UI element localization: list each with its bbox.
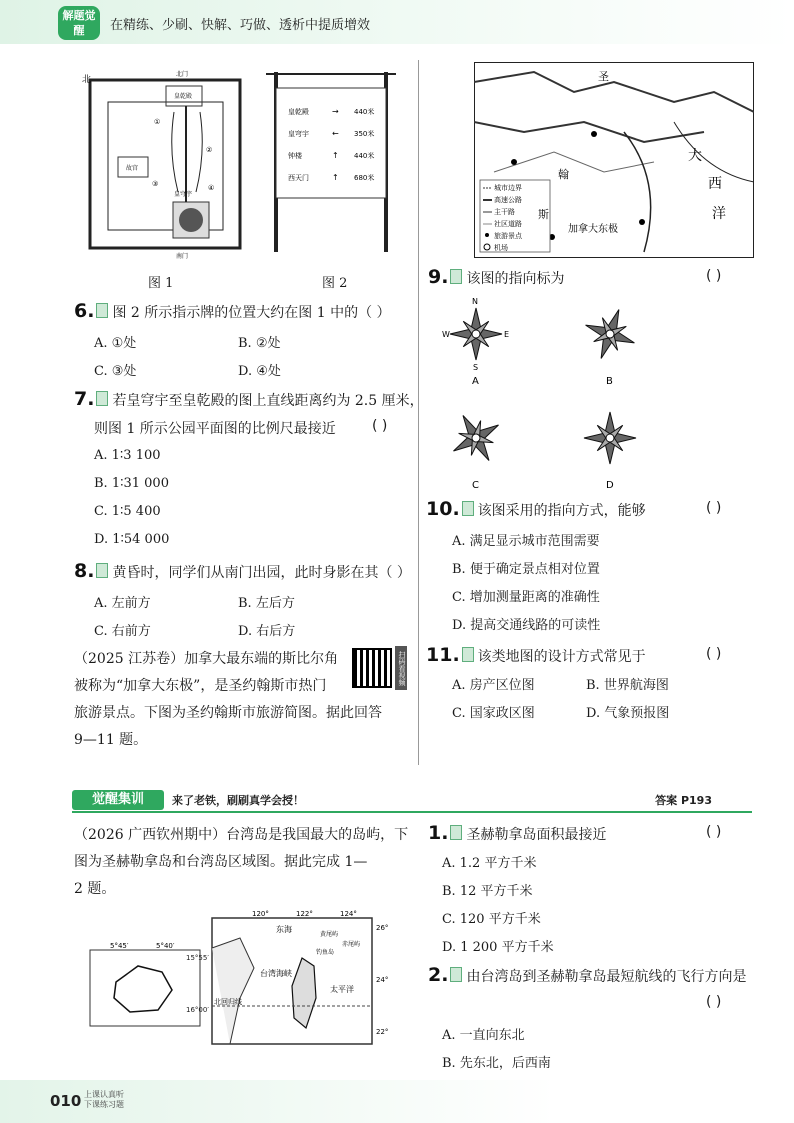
coord-label: 26° bbox=[376, 924, 389, 932]
sign-distance: 440米 bbox=[354, 108, 375, 116]
answer-paren: ( ) bbox=[372, 418, 388, 434]
option[interactable]: D. 1∶54 000 bbox=[94, 532, 170, 547]
compass-rose-b[interactable] bbox=[574, 296, 654, 388]
option[interactable]: B. 左后方 bbox=[238, 596, 295, 611]
question-8 bbox=[74, 560, 411, 582]
passage-line: （2026 广西钦州期中）台湾岛是我国最大的岛屿，下 bbox=[74, 827, 409, 843]
map-label: 台湾海峡 bbox=[260, 969, 292, 978]
option[interactable]: A. 满足显示城市范围需要 bbox=[452, 534, 600, 549]
qr-tag: 扫码看视频 bbox=[395, 646, 407, 690]
banner-tag: 觉醒集训 bbox=[72, 790, 164, 810]
option[interactable]: A. 左前方 bbox=[94, 596, 151, 611]
st-helena-map bbox=[88, 938, 204, 1030]
compass-label: D bbox=[606, 480, 614, 491]
header-slogan: 在精练、少刷、快解、巧做、透析中提质增效 bbox=[110, 18, 371, 33]
option[interactable]: A. ①处 bbox=[94, 336, 137, 351]
map-label: 西 bbox=[708, 176, 722, 192]
question-number: 6. bbox=[74, 300, 95, 322]
option[interactable]: B. 便于确定景点相对位置 bbox=[452, 562, 600, 577]
sign-name: 皇穹宇 bbox=[288, 130, 309, 138]
coord-label: 24° bbox=[376, 976, 389, 984]
map-label: 斯 bbox=[538, 208, 549, 221]
question-11 bbox=[426, 644, 646, 666]
question-number: 8. bbox=[74, 560, 95, 582]
sign-distance: 440米 bbox=[354, 152, 375, 160]
note-icon bbox=[462, 501, 474, 516]
compass-rose-d[interactable] bbox=[574, 400, 654, 492]
fig1-label: 皇乾殿 bbox=[174, 93, 193, 100]
coord-label: 5°40′ bbox=[156, 942, 175, 950]
option[interactable]: A. 1.2 平方千米 bbox=[442, 856, 537, 871]
fig1-label: 故宫 bbox=[126, 165, 139, 172]
note-icon bbox=[96, 563, 108, 578]
compass-rose-a[interactable] bbox=[440, 296, 520, 388]
map-label: 北回归线 bbox=[214, 998, 242, 1006]
coord-label: 120° bbox=[252, 910, 269, 918]
fig1-label: 皇穹宇 bbox=[174, 191, 193, 198]
question-text: 图 2 所示指示牌的位置大约在图 1 中的（ ） bbox=[112, 305, 391, 321]
compass-label: A bbox=[472, 376, 479, 387]
footer-motto-line: 下课练习题 bbox=[84, 1100, 124, 1109]
sign-arrow: ↑ bbox=[332, 173, 339, 182]
footer-motto bbox=[84, 1090, 124, 1110]
coord-label: 124° bbox=[340, 910, 357, 918]
sign-distance: 350米 bbox=[354, 130, 375, 138]
passage-line: 旅游景点。下图为圣约翰斯市旅游简图。据此回答 bbox=[74, 705, 382, 721]
compass-rose-c[interactable] bbox=[440, 400, 520, 492]
map-label: 赤尾屿 bbox=[342, 941, 361, 948]
option[interactable]: B. 世界航海图 bbox=[586, 678, 669, 693]
option[interactable]: C. 120 平方千米 bbox=[442, 912, 541, 927]
answer-page-link[interactable]: 答案 P193 bbox=[655, 794, 712, 807]
question-10 bbox=[426, 498, 646, 520]
question-number: 11. bbox=[426, 644, 460, 666]
sign-arrow: → bbox=[332, 107, 339, 116]
passage-1-2 bbox=[74, 822, 414, 903]
map-label: 翰 bbox=[558, 168, 569, 181]
compass-dir: W bbox=[442, 330, 450, 339]
map-label: 洋 bbox=[712, 206, 726, 222]
option[interactable]: D. ④处 bbox=[238, 364, 281, 379]
sign-distance: 680米 bbox=[354, 174, 375, 182]
passage-line: 2 题。 bbox=[74, 881, 116, 897]
map-label: 大 bbox=[688, 148, 702, 164]
coord-label: 122° bbox=[296, 910, 313, 918]
legend-item: 社区道路 bbox=[494, 220, 522, 228]
passage-9-11 bbox=[74, 646, 354, 700]
question-text: 由台湾岛到圣赫勒拿岛最短航线的飞行方向是 bbox=[466, 969, 747, 985]
question-number: 7. bbox=[74, 388, 95, 410]
coord-label: 16°00′ bbox=[186, 1006, 209, 1014]
option[interactable]: C. ③处 bbox=[94, 364, 137, 379]
note-icon bbox=[96, 303, 108, 318]
legend-item: 旅游景点 bbox=[494, 232, 522, 240]
map-label: 圣 bbox=[598, 70, 609, 83]
answer-paren: ( ) bbox=[706, 994, 722, 1010]
sign-arrow: ← bbox=[332, 129, 339, 138]
map-label: 黄尾屿 bbox=[320, 931, 339, 938]
coord-label: 15°55′ bbox=[186, 954, 209, 962]
option[interactable]: D. 提高交通线路的可读性 bbox=[452, 618, 601, 633]
compass-dir: E bbox=[504, 330, 510, 339]
question-text: 该类地图的设计方式常见于 bbox=[477, 649, 646, 665]
question-9 bbox=[428, 266, 564, 288]
question-number: 10. bbox=[426, 498, 460, 520]
question-6 bbox=[74, 300, 391, 322]
question-7 bbox=[74, 388, 424, 410]
fig1-label: 北门 bbox=[176, 71, 189, 78]
passage-line: 被称为“加拿大东极”，是圣约翰斯市热门 bbox=[74, 678, 327, 694]
question-text: 该图的指向标为 bbox=[466, 271, 565, 287]
map-label: 加拿大东极 bbox=[568, 224, 618, 235]
coord-label: 22° bbox=[376, 1028, 389, 1036]
answer-paren: ( ) bbox=[706, 268, 722, 284]
fig1-marker: ③ bbox=[152, 180, 159, 188]
fig1-label: 南门 bbox=[176, 253, 189, 260]
figure-2-caption: 图 2 bbox=[322, 276, 348, 291]
option[interactable]: B. 先东北，后西南 bbox=[442, 1056, 551, 1071]
question-text: 圣赫勒拿岛面积最接近 bbox=[466, 827, 607, 843]
note-icon bbox=[96, 391, 108, 406]
north-label: 北 bbox=[82, 75, 92, 85]
map-label: 太平洋 bbox=[330, 985, 354, 994]
figure-1-caption: 图 1 bbox=[148, 276, 174, 291]
option[interactable]: D. 1 200 平方千米 bbox=[442, 940, 554, 955]
banner-text: 来了老铁，刷刷真学会授！ bbox=[172, 794, 304, 807]
sign-name: 钟楼 bbox=[288, 152, 302, 160]
city-tourism-map bbox=[474, 62, 754, 258]
qr-code[interactable] bbox=[352, 648, 392, 688]
legend-item: 机场 bbox=[494, 244, 508, 252]
column-divider bbox=[418, 60, 419, 765]
option[interactable]: B. 1∶31 000 bbox=[94, 476, 169, 491]
figure-2-signpost bbox=[266, 62, 416, 262]
legend-item: 高速公路 bbox=[494, 196, 522, 204]
note-icon bbox=[450, 825, 462, 840]
section-banner bbox=[72, 787, 752, 813]
fig1-marker: ② bbox=[206, 146, 213, 154]
passage-line: 图为圣赫勒拿岛和台湾岛区域图。据此完成 1— bbox=[74, 854, 368, 870]
question-number: 2. bbox=[428, 964, 449, 986]
fig1-marker: ④ bbox=[208, 184, 215, 192]
question-2 bbox=[428, 964, 746, 986]
passage-9-11-tail bbox=[74, 700, 414, 754]
option[interactable]: C. 右前方 bbox=[94, 624, 151, 639]
option[interactable]: A. 房产区位图 bbox=[452, 678, 535, 693]
compass-dir: N bbox=[472, 297, 478, 306]
sign-name: 皇乾殿 bbox=[288, 108, 309, 116]
sign-name: 西天门 bbox=[288, 174, 309, 182]
coord-label: 5°45′ bbox=[110, 942, 129, 950]
sign-arrow: ↑ bbox=[332, 151, 339, 160]
question-number: 9. bbox=[428, 266, 449, 288]
compass-label: C bbox=[472, 480, 479, 491]
taiwan-region-map bbox=[210, 908, 410, 1048]
footer-motto-line: 上课认真听 bbox=[84, 1090, 124, 1099]
passage-line: 9—11 题。 bbox=[74, 732, 148, 748]
answer-paren: ( ) bbox=[706, 646, 722, 662]
question-text: 若皇穹宇至皇乾殿的图上直线距离约为 2.5 厘米， bbox=[112, 393, 424, 409]
question-text-line2: 则图 1 所示公园平面图的比例尺最接近 bbox=[94, 421, 336, 437]
option[interactable]: D. 右后方 bbox=[238, 624, 296, 639]
brand-badge: 解题觉醒 bbox=[58, 6, 100, 40]
option[interactable]: B. 12 平方千米 bbox=[442, 884, 533, 899]
figure-1-park-map bbox=[78, 62, 258, 262]
legend-item: 城市边界 bbox=[494, 184, 522, 192]
option[interactable]: A. 一直向东北 bbox=[442, 1028, 525, 1043]
option[interactable]: A. 1∶3 100 bbox=[94, 448, 161, 463]
note-icon bbox=[462, 647, 474, 662]
compass-dir: S bbox=[473, 363, 479, 372]
option[interactable]: D. 气象预报图 bbox=[586, 706, 670, 721]
question-text: 黄昏时，同学们从南门出园，此时身影在其（ ） bbox=[112, 565, 411, 581]
note-icon bbox=[450, 967, 462, 982]
legend-item: 主干路 bbox=[494, 208, 515, 216]
fig1-marker: ① bbox=[154, 118, 161, 126]
banner-underline bbox=[72, 811, 752, 813]
option[interactable]: B. ②处 bbox=[238, 336, 281, 351]
option[interactable]: C. 国家政区图 bbox=[452, 706, 535, 721]
option[interactable]: C. 增加测量距离的准确性 bbox=[452, 590, 600, 605]
question-1 bbox=[428, 822, 606, 844]
page-number: 010 bbox=[50, 1092, 82, 1110]
answer-paren: ( ) bbox=[706, 824, 722, 840]
map-label: 钓鱼岛 bbox=[316, 949, 335, 956]
compass-label: B bbox=[606, 376, 613, 387]
question-text: 该图采用的指向方式，能够 bbox=[477, 503, 646, 519]
option[interactable]: C. 1∶5 400 bbox=[94, 504, 161, 519]
answer-paren: ( ) bbox=[706, 500, 722, 516]
note-icon bbox=[450, 269, 462, 284]
passage-line: （2025 江苏卷）加拿大最东端的斯比尔角 bbox=[74, 651, 339, 667]
map-label: 东海 bbox=[276, 925, 292, 934]
question-number: 1. bbox=[428, 822, 449, 844]
